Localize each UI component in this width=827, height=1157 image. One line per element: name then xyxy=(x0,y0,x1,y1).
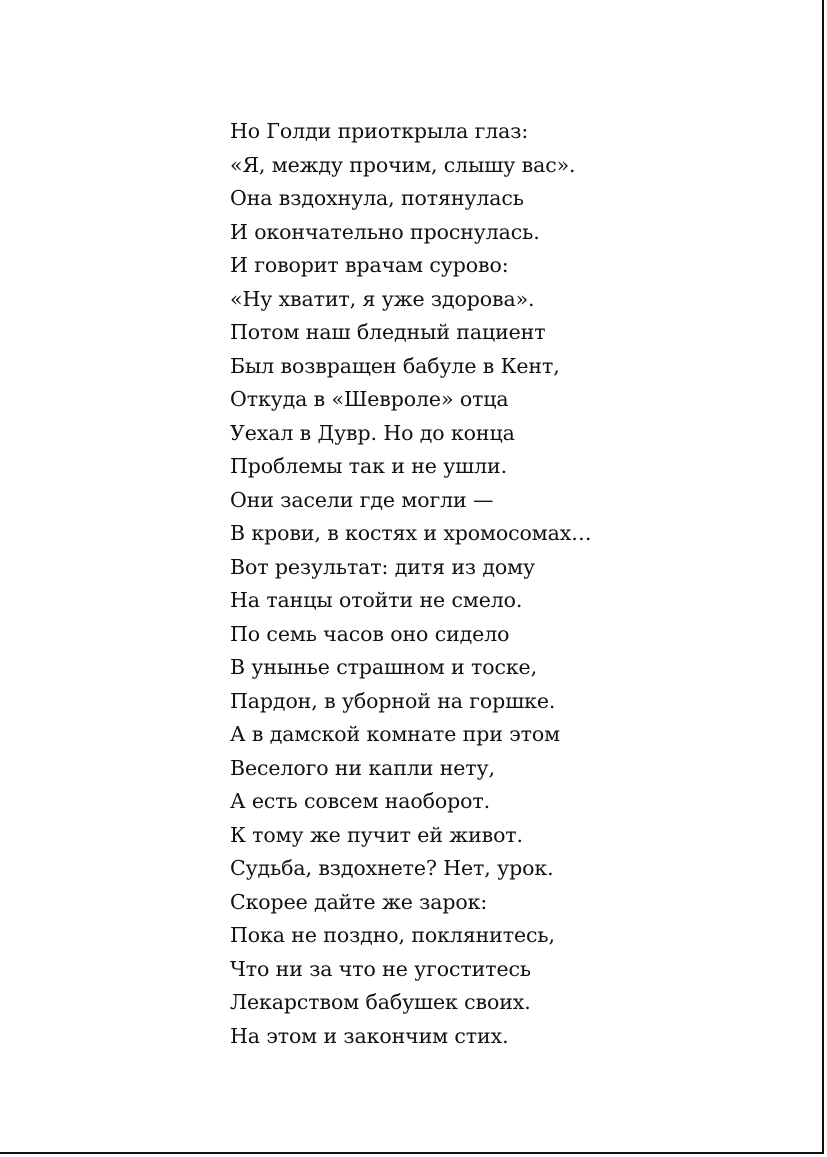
poem-text xyxy=(230,116,790,1054)
poem-line: Пардон, в уборной на горшке. xyxy=(230,688,556,713)
poem-line: Лекарством бабушек своих. xyxy=(230,990,531,1014)
poem-line: Она вздохнула, потянулась xyxy=(230,186,524,210)
poem-line: Уехал в Дувр. Но до конца xyxy=(230,420,515,445)
poem-line: Что ни за что не угоститесь xyxy=(230,956,531,981)
poem-line: А есть совсем наоборот. xyxy=(230,789,491,813)
poem-line: На этом и закончим стих. xyxy=(230,1023,509,1048)
poem-line: К тому же пучит ей живот. xyxy=(230,822,523,847)
poem-line: «Ну хватит, я уже здорова». xyxy=(230,286,535,311)
poem-line: Вот результат: дитя из дому xyxy=(230,554,535,579)
poem-line: Откуда в «Шевроле» отца xyxy=(230,387,509,411)
poem-line: Проблемы так и не ушли. xyxy=(230,454,508,478)
poem-line: Они засели где могли — xyxy=(230,487,494,512)
poem-line: И говорит врачам сурово: xyxy=(230,253,509,277)
poem-line: Пока не поздно, поклянитесь, xyxy=(230,923,555,947)
poem-line: «Я, между прочим, слышу вас». xyxy=(230,152,576,177)
poem-line: Потом наш бледный пациент xyxy=(230,320,546,344)
poem-line: На танцы отойти не смело. xyxy=(230,588,523,612)
poem-line: В унынье страшном и тоске, xyxy=(230,655,537,679)
poem-line: По семь часов оно сидело xyxy=(230,621,510,646)
poem-line: Скорее дайте же зарок: xyxy=(230,889,488,914)
poem-line: В крови, в костях и хромосомах… xyxy=(230,521,592,545)
poem-line: Но Голди приоткрыла глаз: xyxy=(230,119,529,143)
poem-line: Веселого ни капли нету, xyxy=(230,755,495,780)
poem-line: Был возвращен бабуле в Кент, xyxy=(230,353,560,378)
poem-line: Судьба, вздохнете? Нет, урок. xyxy=(230,856,554,880)
poem-line: И окончательно проснулась. xyxy=(230,219,540,244)
poem-line: А в дамской комнате при этом xyxy=(230,722,560,746)
